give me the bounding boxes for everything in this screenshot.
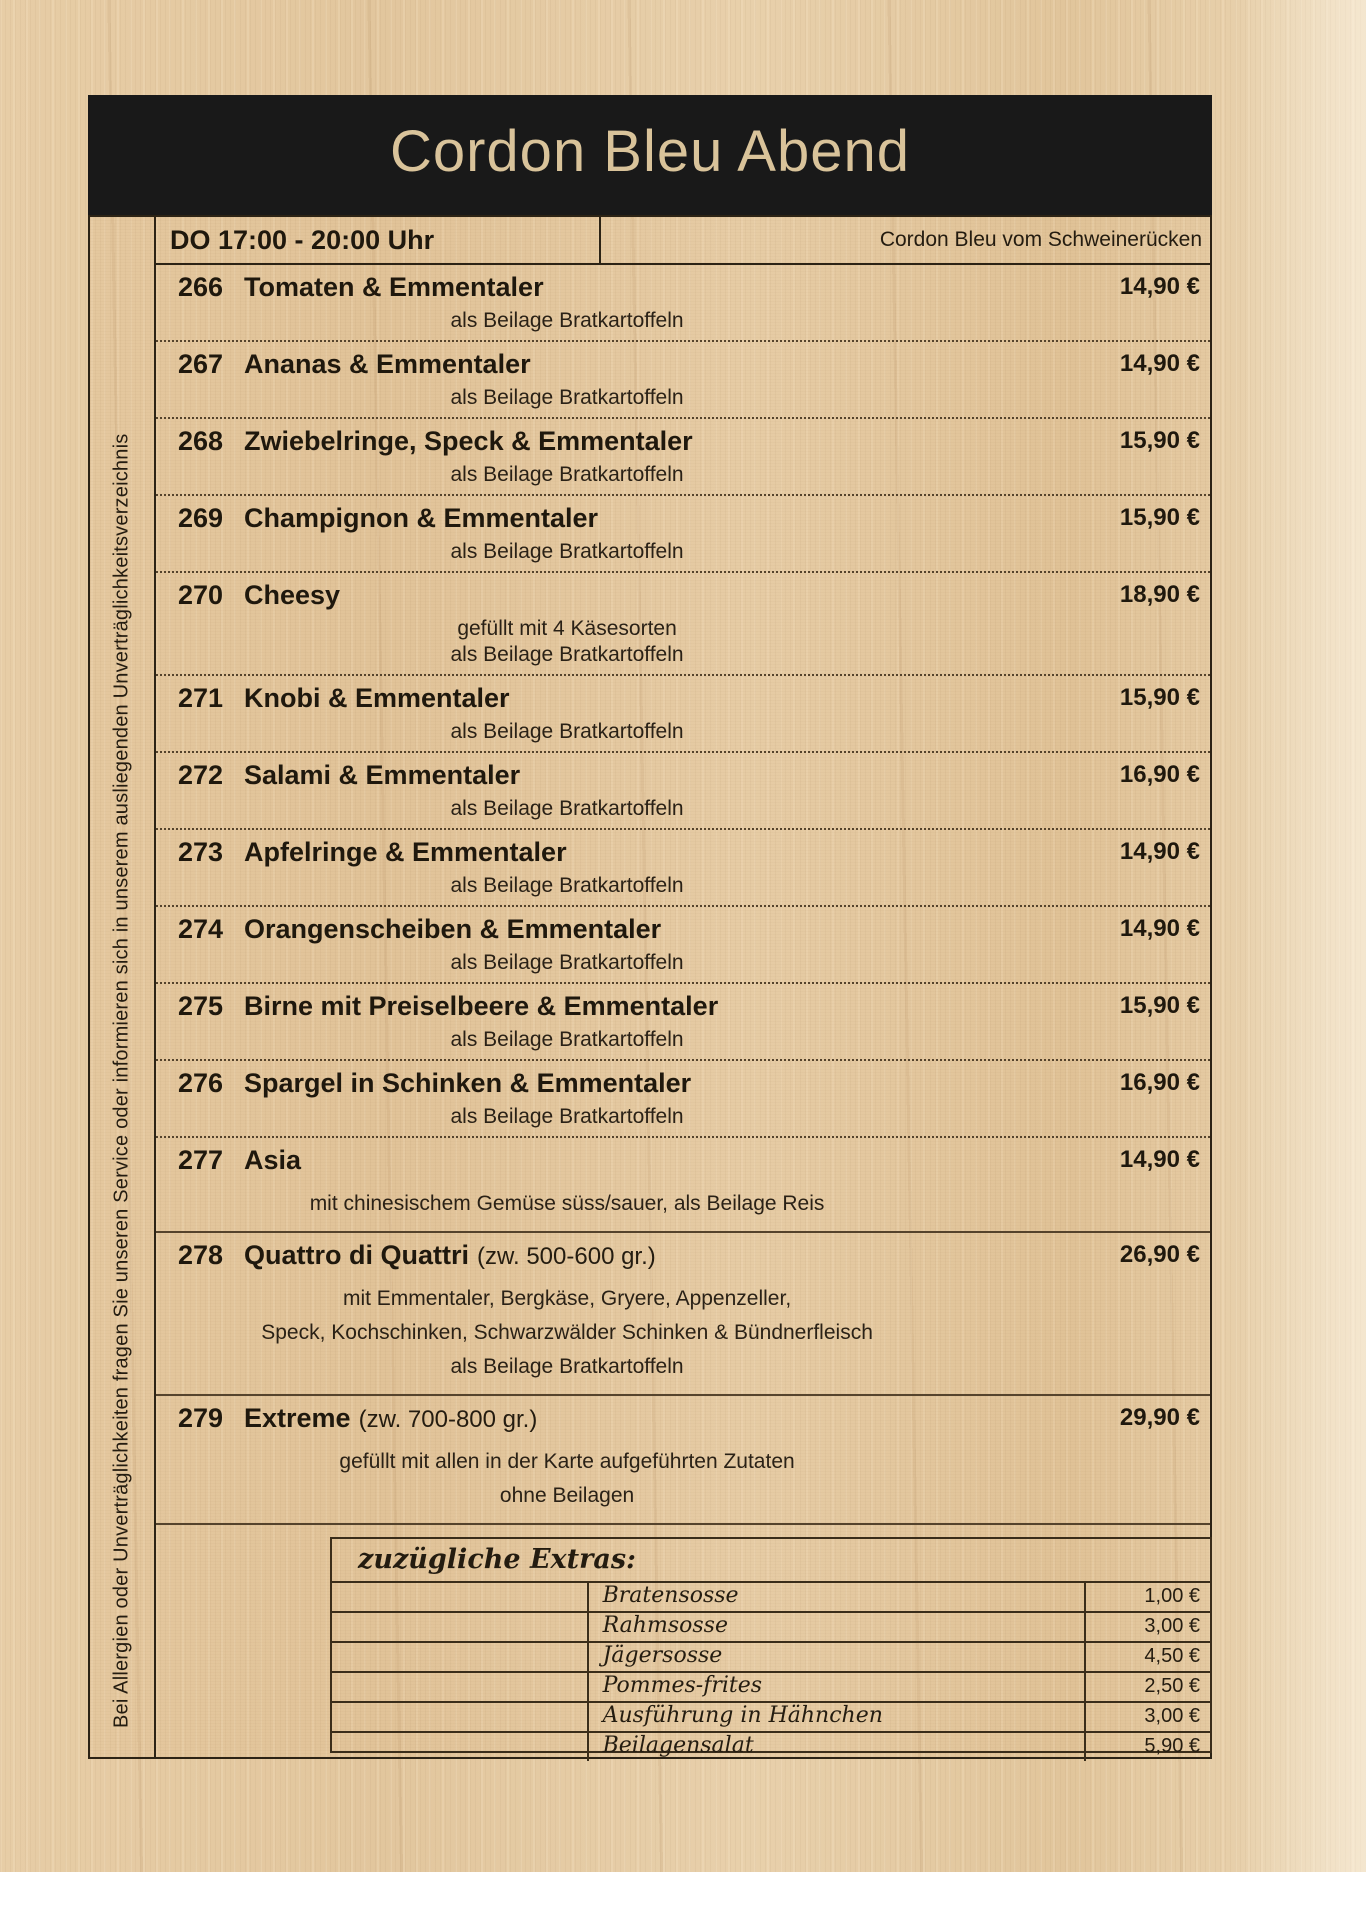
menu-item	[156, 828, 1210, 905]
extras-row	[332, 1583, 1210, 1613]
item-number: 270	[178, 580, 224, 610]
item-title-line	[156, 348, 1210, 385]
item-number: 276	[178, 1068, 224, 1098]
item-subline: als Beilage Bratkartoffeln	[450, 386, 684, 409]
extras-spacer-cell	[332, 1673, 587, 1701]
allergy-strip	[90, 217, 156, 1757]
extras-price: 5,90 €	[1084, 1733, 1210, 1761]
extras-name: Jägersosse	[587, 1643, 1084, 1671]
item-title-line	[156, 1239, 1210, 1276]
extras-row	[332, 1703, 1210, 1733]
item-title-line	[156, 579, 1210, 616]
menu-item	[156, 417, 1210, 494]
item-price: 15,90 €	[1119, 992, 1200, 1019]
item-subline: als Beilage Bratkartoffeln	[450, 463, 684, 486]
extras-spacer-cell	[332, 1733, 587, 1761]
menu-item	[156, 494, 1210, 571]
extras-price: 3,00 €	[1084, 1613, 1210, 1641]
item-price: 14,90 €	[1119, 1146, 1200, 1173]
item-subline: mit chinesischem Gemüse süss/sauer, als Beilage Reis	[309, 1192, 825, 1215]
item-name: Asia	[244, 1145, 302, 1175]
item-sublines	[156, 873, 978, 899]
item-subline: mit Emmentaler, Bergkäse, Gryere, Appenzeller,	[342, 1287, 792, 1310]
item-name: Ananas & Emmentaler	[244, 349, 531, 379]
menu-item	[156, 751, 1210, 828]
item-title-line	[156, 759, 1210, 796]
item-subline: als Beilage Bratkartoffeln	[450, 1028, 684, 1051]
extras-spacer-cell	[332, 1703, 587, 1731]
item-price: 16,90 €	[1119, 761, 1200, 788]
item-title-line	[156, 990, 1210, 1027]
item-name: Cheesy	[244, 580, 341, 610]
item-price: 14,90 €	[1119, 915, 1200, 942]
item-price: 14,90 €	[1119, 838, 1200, 865]
item-price: 26,90 €	[1119, 1241, 1200, 1268]
extras-price: 2,50 €	[1084, 1673, 1210, 1701]
item-name: Zwiebelringe, Speck & Emmentaler	[244, 426, 693, 456]
menu-item	[156, 905, 1210, 982]
item-sublines	[156, 539, 978, 565]
item-sublines	[156, 1445, 978, 1513]
item-subline: als Beilage Bratkartoffeln	[450, 720, 684, 743]
item-price: 15,90 €	[1119, 684, 1200, 711]
extras-spacer-cell	[332, 1613, 587, 1641]
item-sublines	[156, 385, 978, 411]
allergy-notice: Bei Allergien oder Unverträglichkeiten fragen Sie unseren Service oder informieren sich in unserem ausliegenden Unverträglichkeitsverzeichnis	[110, 433, 133, 1728]
item-name-suffix: (zw. 500-600 gr.)	[477, 1243, 656, 1270]
item-price: 15,90 €	[1119, 504, 1200, 531]
item-sublines	[156, 1104, 978, 1130]
extras-rows	[332, 1583, 1210, 1761]
item-sublines	[156, 462, 978, 488]
item-number: 267	[178, 349, 224, 379]
item-sublines	[156, 1282, 978, 1384]
item-title-line	[156, 1067, 1210, 1104]
menu-item	[156, 674, 1210, 751]
menu-item	[156, 571, 1210, 674]
item-subline: als Beilage Bratkartoffeln	[450, 874, 684, 897]
menu-item	[156, 340, 1210, 417]
item-title-line	[156, 682, 1210, 719]
menu-item	[156, 265, 1210, 340]
item-subline: gefüllt mit allen in der Karte aufgeführten Zutaten	[339, 1450, 795, 1473]
item-subline: Speck, Kochschinken, Schwarzwälder Schinken & Bündnerfleisch	[261, 1321, 873, 1344]
header-subtitle: Cordon Bleu vom Schweinerücken	[879, 228, 1202, 251]
item-number: 277	[178, 1145, 224, 1175]
item-name: Knobi & Emmentaler	[244, 683, 510, 713]
menu-title: Cordon Bleu Abend	[389, 119, 911, 184]
item-number: 266	[178, 272, 224, 302]
item-number: 272	[178, 760, 224, 790]
item-name-suffix: (zw. 700-800 gr.)	[358, 1406, 538, 1433]
item-name: Champignon & Emmentaler	[244, 503, 599, 533]
item-sublines	[156, 616, 978, 668]
extras-row	[332, 1643, 1210, 1673]
item-sublines	[156, 950, 978, 976]
item-sublines	[156, 796, 978, 822]
item-name: Quattro di Quattri	[244, 1240, 469, 1270]
item-name: Salami & Emmentaler	[244, 760, 521, 790]
item-sublines	[156, 308, 978, 334]
title-band	[88, 95, 1212, 215]
item-price: 14,90 €	[1119, 273, 1200, 300]
item-subline: als Beilage Bratkartoffeln	[450, 540, 684, 563]
item-subline: als Beilage Bratkartoffeln	[450, 309, 684, 332]
extras-heading: zuzügliche Extras:	[332, 1539, 1210, 1583]
item-name: Apfelringe & Emmentaler	[244, 837, 567, 867]
item-name: Extreme	[244, 1403, 351, 1433]
item-title-line	[156, 502, 1210, 539]
item-subline: als Beilage Bratkartoffeln	[450, 951, 684, 974]
item-number: 275	[178, 991, 224, 1021]
item-title-line	[156, 271, 1210, 308]
item-number: 269	[178, 503, 224, 533]
item-name: Orangenscheiben & Emmentaler	[244, 914, 662, 944]
extras-price: 3,00 €	[1084, 1703, 1210, 1731]
menu-item	[156, 1231, 1210, 1394]
item-subline: als Beilage Bratkartoffeln	[450, 643, 684, 666]
item-number: 273	[178, 837, 224, 867]
scan-bottom-margin	[0, 1872, 1366, 1932]
item-price: 15,90 €	[1119, 427, 1200, 454]
extras-row	[332, 1673, 1210, 1703]
item-subline: als Beilage Bratkartoffeln	[450, 1355, 684, 1378]
menu-table	[88, 215, 1212, 1759]
item-title-line	[156, 425, 1210, 462]
item-subline: gefüllt mit 4 Käsesorten	[457, 617, 677, 640]
menu-items	[156, 265, 1210, 1525]
item-price: 16,90 €	[1119, 1069, 1200, 1096]
extras-name: Ausführung in Hähnchen	[587, 1703, 1084, 1731]
item-number: 274	[178, 914, 224, 944]
extras-name: Bratensosse	[587, 1583, 1084, 1611]
item-price: 18,90 €	[1119, 581, 1200, 608]
menu-item	[156, 1394, 1210, 1523]
extras-row	[332, 1613, 1210, 1643]
extras-spacer-cell	[332, 1583, 587, 1611]
menu-card	[88, 95, 1212, 1759]
hours-label: DO 17:00 - 20:00 Uhr	[156, 217, 601, 263]
item-sublines	[156, 1187, 978, 1221]
item-sublines	[156, 1027, 978, 1053]
item-subline: als Beilage Bratkartoffeln	[450, 797, 684, 820]
item-number: 271	[178, 683, 224, 713]
item-sublines	[156, 719, 978, 745]
item-title-line	[156, 913, 1210, 950]
item-number: 268	[178, 426, 224, 456]
item-price: 14,90 €	[1119, 350, 1200, 377]
item-name: Tomaten & Emmentaler	[244, 272, 544, 302]
extras-name: Beilagensalat	[587, 1733, 1084, 1761]
extras-price: 1,00 €	[1084, 1583, 1210, 1611]
item-number: 279	[178, 1403, 224, 1433]
item-title-line	[156, 836, 1210, 873]
menu-item	[156, 982, 1210, 1059]
extras-spacer-cell	[332, 1643, 587, 1671]
item-name: Birne mit Preiselbeere & Emmentaler	[244, 991, 719, 1021]
extras-name: Rahmsosse	[587, 1613, 1084, 1641]
item-name: Spargel in Schinken & Emmentaler	[244, 1068, 692, 1098]
extras-table	[330, 1537, 1212, 1758]
item-number: 278	[178, 1240, 224, 1270]
extras-price: 4,50 €	[1084, 1643, 1210, 1671]
extras-name: Pommes-frites	[587, 1673, 1084, 1701]
menu-item	[156, 1059, 1210, 1136]
item-title-line	[156, 1144, 1210, 1181]
extras-row	[332, 1733, 1210, 1761]
item-subline: als Beilage Bratkartoffeln	[450, 1105, 684, 1128]
item-subline: ohne Beilagen	[499, 1484, 635, 1507]
menu-item	[156, 1136, 1210, 1231]
schedule-header	[156, 217, 1210, 265]
item-title-line	[156, 1402, 1210, 1439]
item-price: 29,90 €	[1119, 1404, 1200, 1431]
